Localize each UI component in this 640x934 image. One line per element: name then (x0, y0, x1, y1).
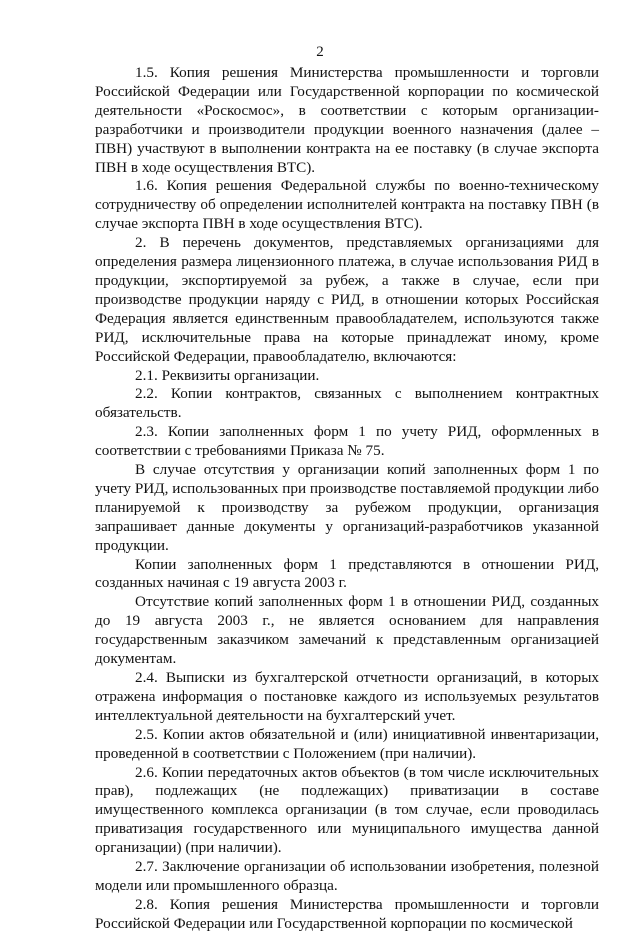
paragraph-1-5: 1.5. Копия решения Министерства промышленности и торговли Российской Федерации или Государственной корпорации по космической деятельности «Роскосмос», в соответствии с которым организации-разработчики и производители продукции военного назначения (далее – ПВН) участвуют в выполнении контракта на ее поставку (в случае экспорта ПВН в ходе осуществления ВТС). (95, 64, 599, 176)
paragraph-2-5: 2.5. Копии актов обязательной и (или) инициативной инвентаризации, проведенной в соответствии с Положением (при наличии). (95, 725, 599, 762)
paragraph-2: 2. В перечень документов, представляемых организациями для определения размера лицензионного платежа, в случае использования РИД в продукции, экспортируемой за рубеж, а также в случае, если при производстве продукции наряду с РИД, в отношении которых Российская Федерация является единственным правообладателем, используются также РИД, исключительные права на которые принадлежат иному, кроме Российской Федерации, правообладателю, включаются: (95, 234, 599, 365)
paragraph-2-7: 2.7. Заключение организации об использовании изобретения, полезной модели или промышленного образца. (95, 858, 599, 894)
paragraph-2-3-absence: В случае отсутствия у организации копий заполненных форм 1 по учету РИД, использованных при производстве поставляемой продукции либо планируемой к производству за рубежом продукции, организация запрашивает данные документы у организаций-разработчиков указанной продукции. (95, 461, 599, 554)
page-number: 2 (316, 44, 324, 60)
paragraph-2-3-copies: Копии заполненных форм 1 представляются в отношении РИД, созданных начиная с 19 августа 2003 г. (95, 555, 599, 592)
paragraph-2-1: 2.1. Реквизиты организации. (135, 366, 320, 384)
paragraph-2-3: 2.3. Копии заполненных форм 1 по учету РИД, оформленных в соответствии с требованиями Приказа № 75. (95, 423, 599, 460)
paragraph-2-2: 2.2. Копии контрактов, связанных с выполнением контрактных обязательств. (95, 385, 599, 422)
paragraph-1-6: 1.6. Копия решения Федеральной службы по военно-техническому сотрудничеству об определении исполнителей контракта на поставку ПВН (в случае экспорта ПВН в ходе осуществления ВТС). (95, 177, 599, 233)
paragraph-2-3-before-2003: Отсутствие копий заполненных форм 1 в отношении РИД, созданных до 19 августа 2003 г., не является основанием для направления государственным заказчиком замечаний к представленным организацией документам. (95, 593, 599, 668)
paragraph-2-6: 2.6. Копии передаточных актов объектов (в том числе исключительных прав), подлежащих (не подлежащих) приватизации в составе имущественного комплекса организации (в том случае, если проводилась приватизация государственного или муниципального имущества данной организации) (при наличии). (95, 763, 599, 857)
document-body (95, 64, 599, 934)
paragraph-2-4: 2.4. Выписки из бухгалтерской отчетности организаций, в которых отражена информация о постановке каждого из используемых результатов интеллектуальной деятельности на бухгалтерский учет. (95, 669, 599, 724)
paragraph-2-8: 2.8. Копия решения Министерства промышленности и торговли Российской Федерации или Государственной корпорации по космической (95, 895, 599, 932)
